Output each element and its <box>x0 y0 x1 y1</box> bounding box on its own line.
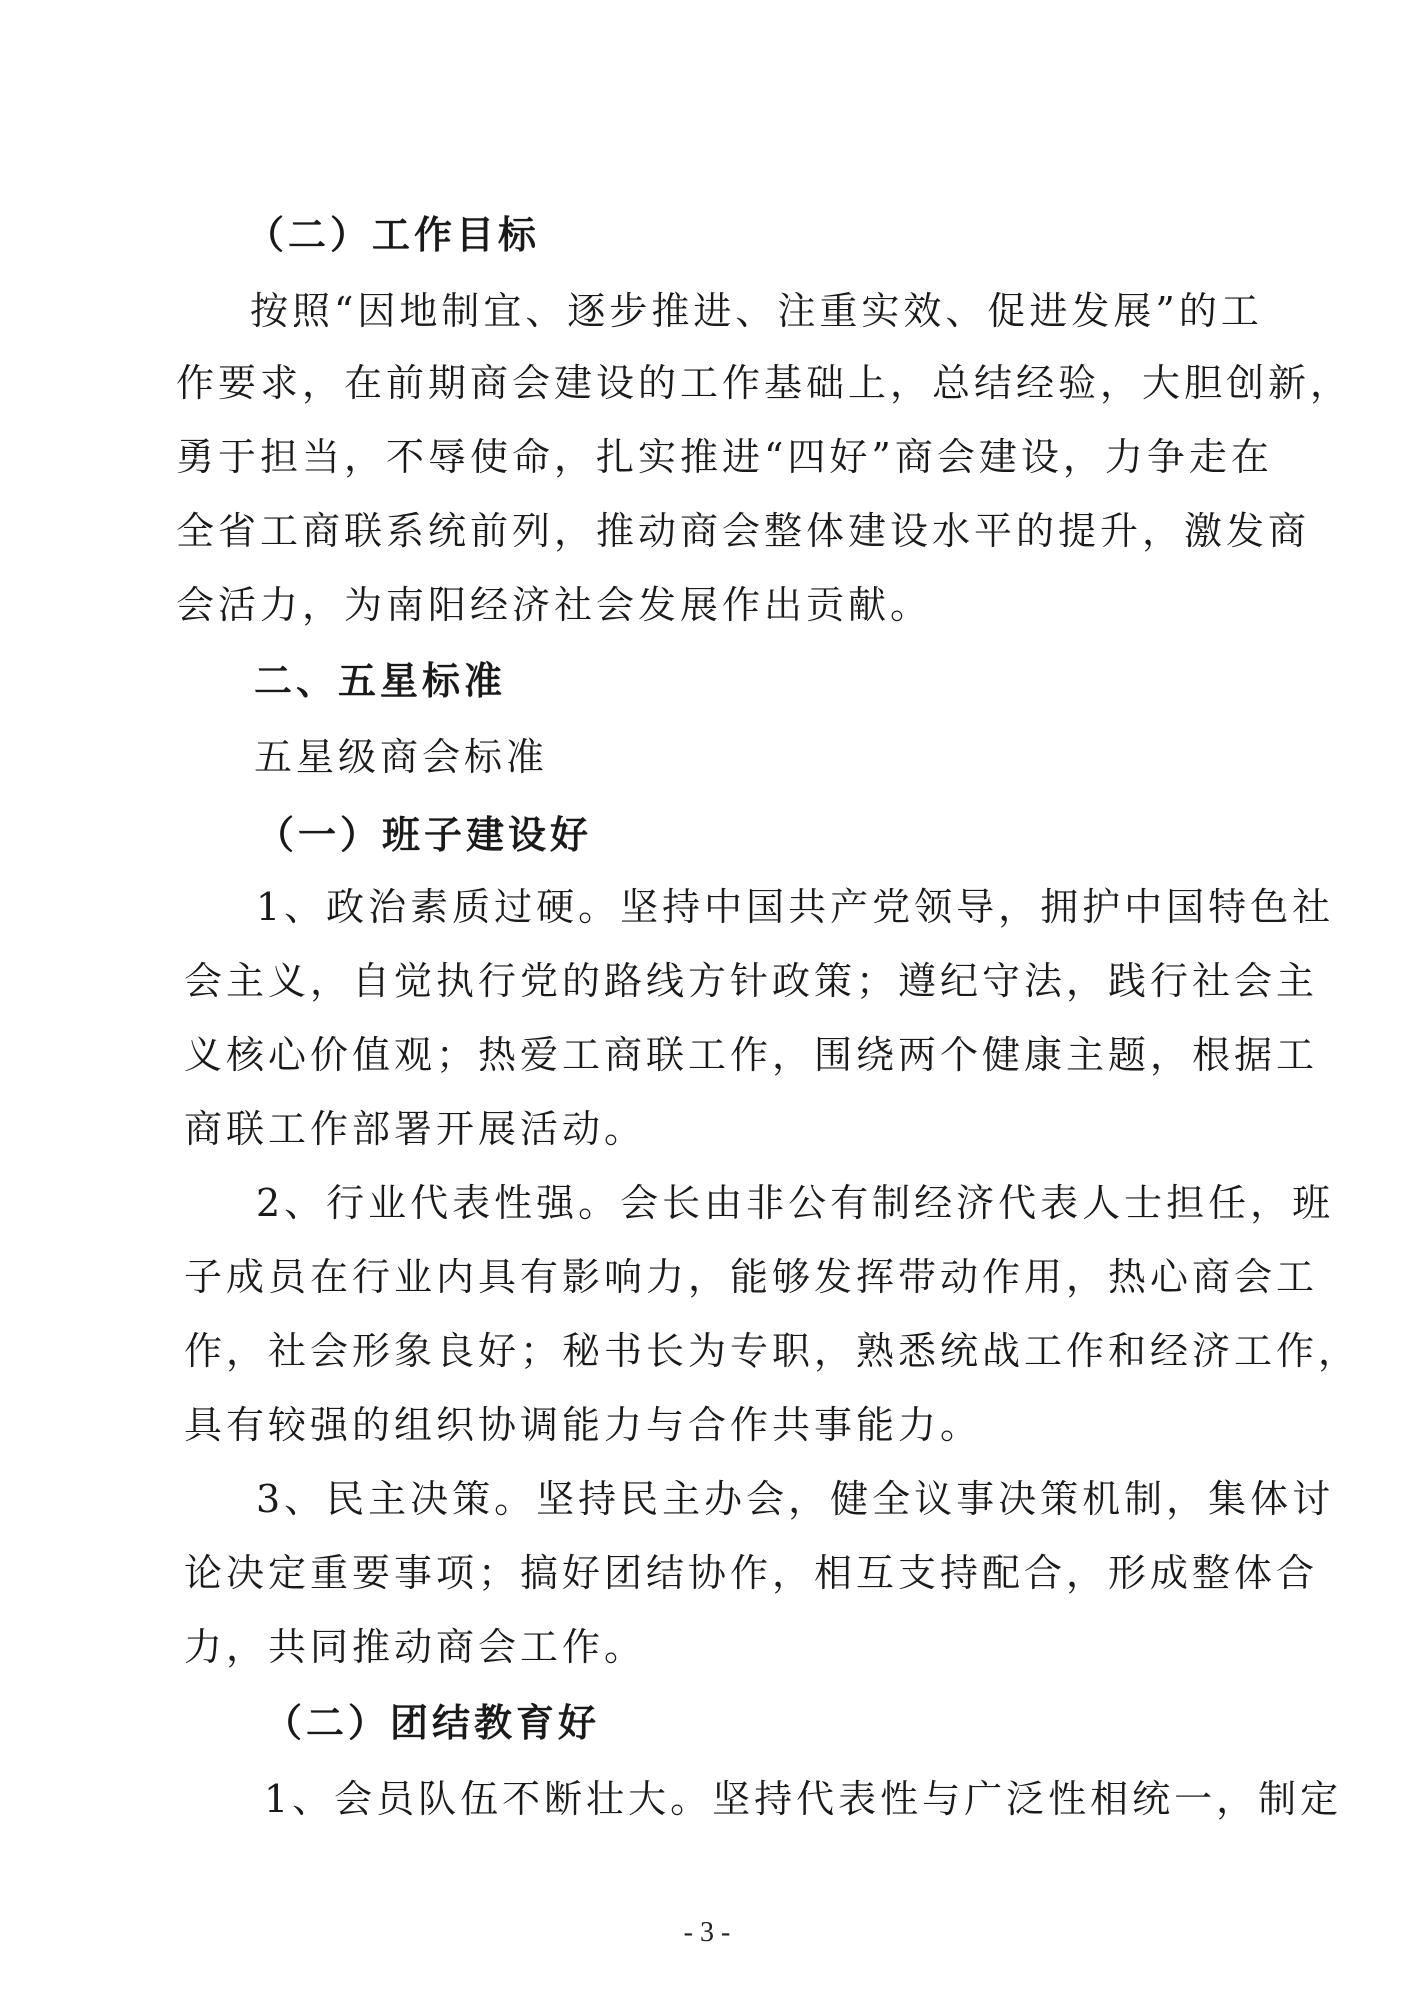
paragraph-line: 商联工作部署开展活动。 <box>184 1107 647 1151</box>
paragraph-line: 1、政治素质过硬。坚持中国共产党领导，拥护中国特色社 <box>256 885 1335 929</box>
paragraph-line: 具有较强的组织协调能力与合作共事能力。 <box>184 1403 983 1447</box>
paragraph-line: 全省工商联系统前列，推动商会整体建设水平的提升，激发商 <box>176 509 1311 553</box>
paragraph-line: 力，共同推动商会工作。 <box>184 1625 647 1669</box>
paragraph-line: 按照“因地制宜、逐步推进、注重实效、促进发展”的工 <box>250 289 1263 333</box>
paragraph-line: 子成员在行业内具有影响力，能够发挥带动作用，热心商会工 <box>184 1255 1319 1299</box>
subsection-heading-unity-education: （二）团结教育好 <box>264 1701 601 1745</box>
paragraph-line: 会活力，为南阳经济社会发展作出贡献。 <box>176 583 933 627</box>
paragraph-line: 义核心价值观；热爱工商联工作，围绕两个健康主题，根据工 <box>184 1033 1319 1077</box>
subsection-heading-leadership: （一）班子建设好 <box>256 813 593 857</box>
paragraph-line: 勇于担当，不辱使命，扎实推进“四好”商会建设，力争走在 <box>176 435 1273 479</box>
subheading-five-star-chamber-standard: 五星级商会标准 <box>254 735 549 779</box>
paragraph-line: 3、民主决策。坚持民主办会，健全议事决策机制，集体讨 <box>256 1477 1335 1521</box>
paragraph-line: 2、行业代表性强。会长由非公有制经济代表人士担任，班 <box>256 1181 1335 1225</box>
paragraph-line: 会主义，自觉执行党的路线方针政策；遵纪守法，践行社会主 <box>184 959 1319 1003</box>
paragraph-line: 1、会员队伍不断壮大。坚持代表性与广泛性相统一，制定 <box>264 1777 1343 1821</box>
paragraph-line: 作，社会形象良好；秘书长为专职，熟悉统战工作和经济工作， <box>184 1329 1361 1373</box>
paragraph-line: 作要求，在前期商会建设的工作基础上，总结经验，大胆创新， <box>176 361 1353 405</box>
paragraph-line: 论决定重要事项；搞好团结协作，相互支持配合，形成整体合 <box>184 1551 1319 1595</box>
page-number: - 3 - <box>683 1917 731 1948</box>
section-heading-five-star-standard: 二、五星标准 <box>254 659 507 703</box>
section-heading-work-goals: （二）工作目标 <box>246 213 541 257</box>
